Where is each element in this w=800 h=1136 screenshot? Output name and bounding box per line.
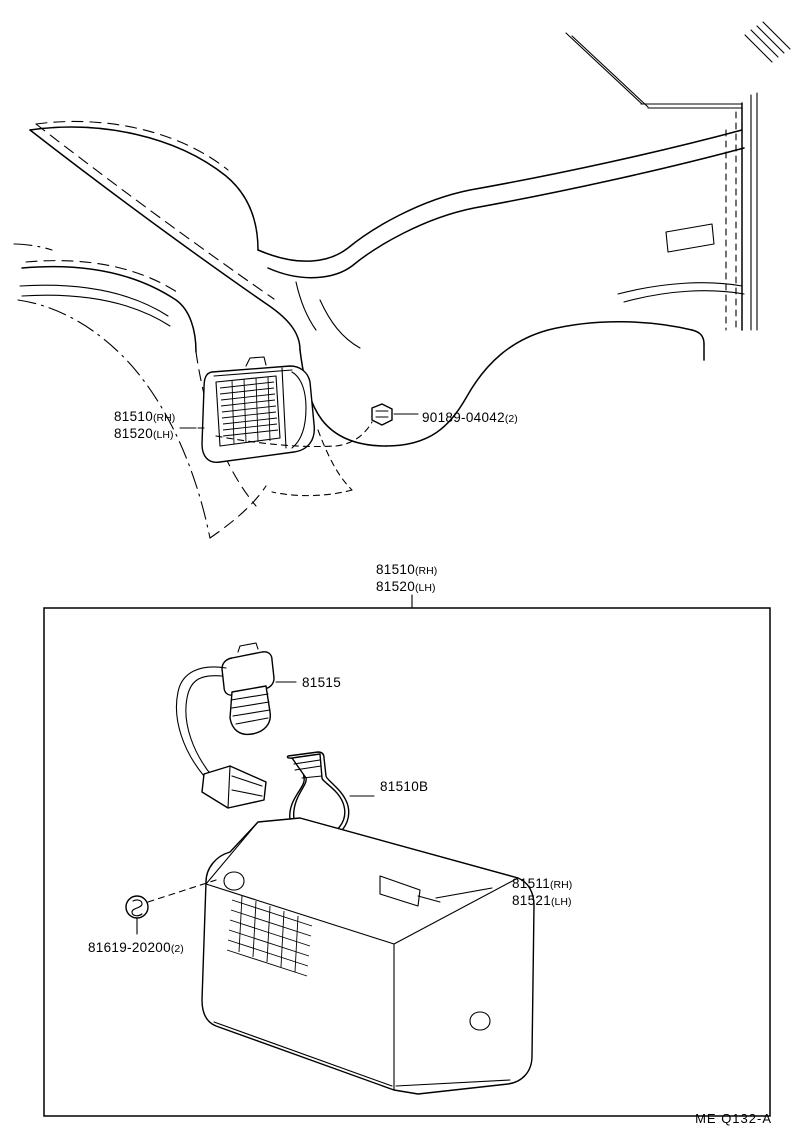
- heading-81510-number: 81510: [376, 562, 416, 577]
- label-81520-number: 81520: [114, 426, 154, 441]
- heading-81520-number: 81520: [376, 579, 416, 594]
- bulb-socket-part: [176, 643, 274, 808]
- label-bulb: [380, 779, 428, 794]
- heading-81520-suffix: (LH): [415, 582, 436, 594]
- label-81510B-number: 81510B: [380, 779, 429, 794]
- label-screw: [88, 940, 184, 955]
- label-81619-suffix: (2): [170, 943, 184, 955]
- label-81511-suffix: (RH): [550, 879, 573, 891]
- label-81510-suffix: (RH): [153, 412, 176, 424]
- screw-symbol: [126, 896, 148, 918]
- label-81511-number: 81511: [512, 876, 551, 891]
- label-socket: [302, 675, 341, 690]
- label-lens: [512, 876, 572, 910]
- label-90189-suffix: (2): [504, 413, 518, 425]
- diagram-code: ME Q132-A: [695, 1111, 772, 1126]
- label-81515-number: 81515: [302, 675, 342, 690]
- label-81521-number: 81521: [512, 893, 552, 908]
- lamp-lens-part: [202, 818, 534, 1094]
- label-90189-number: 90189-04042: [422, 410, 505, 425]
- heading-81510-suffix: (RH): [415, 565, 438, 577]
- label-81521-suffix: (LH): [551, 896, 572, 908]
- detail-heading: [376, 562, 437, 596]
- label-81619-number: 81619-20200: [88, 940, 171, 955]
- label-81520-suffix: (LH): [153, 429, 174, 441]
- label-81510-number: 81510: [114, 409, 154, 424]
